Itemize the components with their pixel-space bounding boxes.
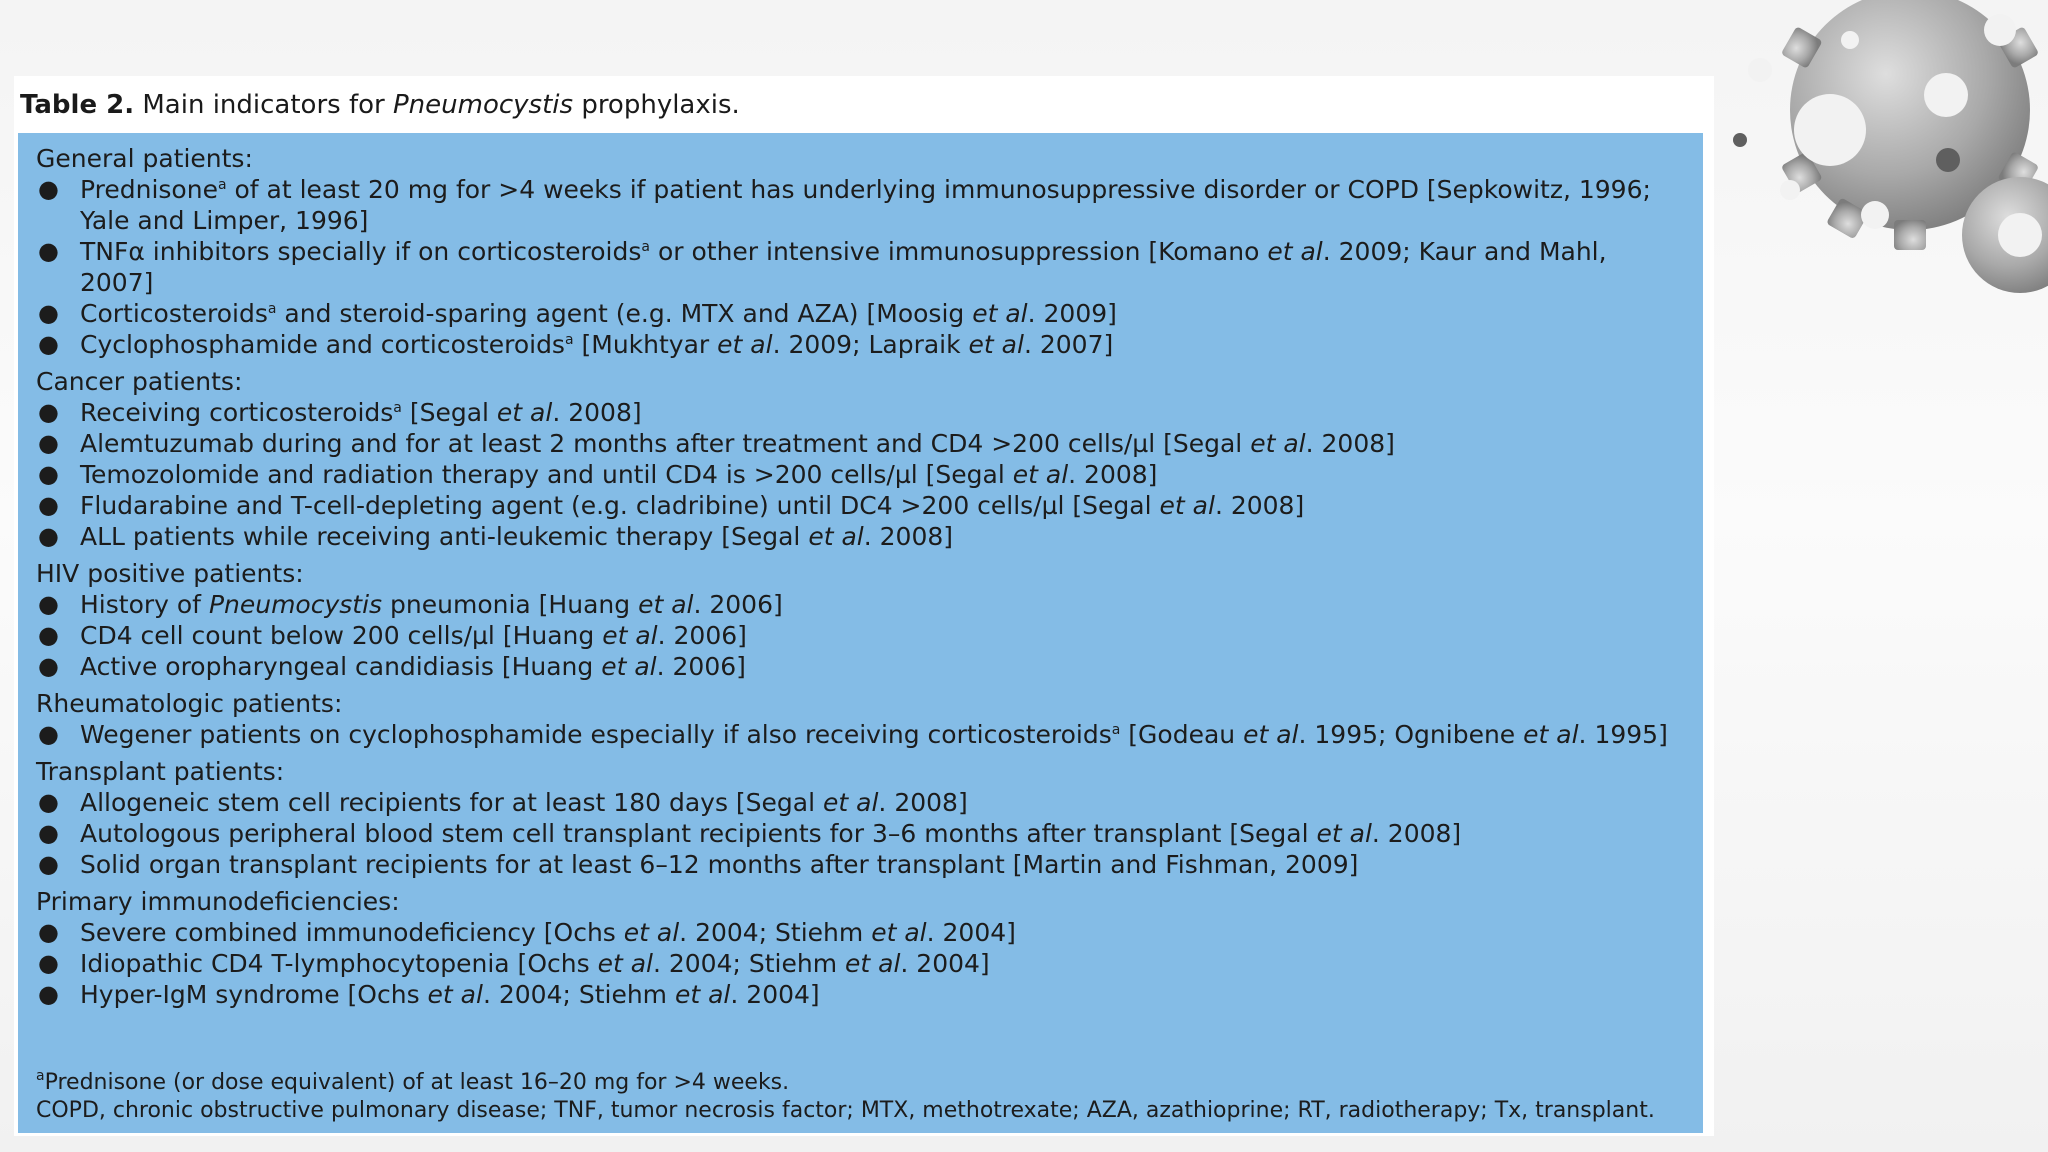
text-segment: Fludarabine and T-cell-depleting agent (e.g. cladribine) until DC4 >200 cells/µl [Segal [80, 491, 1160, 520]
italic-text: et al [845, 949, 901, 978]
bullet-icon: ● [38, 175, 59, 203]
text-segment: . 2009; Lapraik [772, 330, 969, 359]
footnote-marker: a [1111, 722, 1121, 738]
indicator-text [80, 850, 1358, 879]
text-segment: . 2004; Stiehm [679, 918, 872, 947]
text-segment: . 1995; Ognibene [1298, 720, 1524, 749]
indicator-section [36, 366, 1685, 552]
footnote-marker: a [641, 239, 650, 255]
text-segment: . 2009] [1027, 299, 1117, 328]
bullet-icon: ● [38, 330, 59, 358]
text-segment: Allogeneic stem cell recipients for at least 180 days [Segal [80, 788, 824, 817]
text-segment: . 2004] [900, 949, 990, 978]
bullet-icon: ● [38, 850, 59, 878]
italic-text: et al [1316, 819, 1372, 848]
gears-icon [1700, 0, 2048, 300]
italic-text: Pneumocystis [208, 590, 383, 619]
text-segment: Temozolomide and radiation therapy and until CD4 is >200 cells/µl [Segal [80, 460, 1013, 489]
italic-text: et al [972, 299, 1028, 328]
indicator-section [36, 688, 1685, 750]
indicator-text [80, 522, 953, 551]
indicator-list [36, 589, 1685, 682]
section-title: Primary immunodeficiencies: [36, 887, 400, 916]
indicator-text [80, 590, 783, 619]
indicator-item [36, 787, 1685, 818]
text-segment: . 2008] [552, 398, 642, 427]
text-segment: . 2007] [1023, 330, 1114, 359]
text-segment: . 1995] [1578, 720, 1668, 749]
indicator-text [80, 720, 1668, 749]
indicator-list [36, 917, 1685, 1010]
text-segment: . 2004; Stiehm [652, 949, 845, 978]
text-segment: TNFα inhibitors specially if on corticosteroids [80, 237, 642, 266]
indicator-sections [36, 143, 1685, 1010]
bullet-icon: ● [38, 299, 59, 327]
indicator-text [80, 819, 1461, 848]
text-segment: ALL patients while receiving anti-leukemic therapy [Segal [80, 522, 809, 551]
indicator-item [36, 298, 1685, 329]
italic-text: et al [1243, 720, 1299, 749]
italic-text: et al [1012, 460, 1069, 489]
bullet-icon: ● [38, 590, 59, 618]
indicator-item [36, 589, 1685, 620]
indicator-item [36, 174, 1685, 236]
italic-text: et al [674, 980, 731, 1009]
text-segment: pneumonia [Huang [382, 590, 639, 619]
italic-text: et al [623, 918, 680, 947]
indicator-text [80, 237, 1607, 297]
text-segment: . 2006] [656, 652, 746, 681]
table-caption [20, 85, 740, 125]
text-segment: of at least 20 mg for >4 weeks if patient has underlying immunosuppressive disorder or COPD [Sepkowitz, 1996; Yale and Limper, 1996] [80, 175, 1651, 235]
caption-text-end: prophylaxis. [581, 90, 740, 120]
italic-text: et al [602, 621, 658, 650]
indicator-section [36, 756, 1685, 880]
text-segment: Alemtuzumab during and for at least 2 months after treatment and CD4 >200 cells/µl [Segal [80, 429, 1251, 458]
indicator-list [36, 397, 1685, 552]
indicator-text [80, 429, 1395, 458]
indicator-text [80, 398, 642, 427]
bullet-icon: ● [38, 460, 59, 488]
bullet-icon: ● [38, 788, 59, 816]
caption-label: Table 2. [20, 90, 135, 120]
italic-text: et al [601, 652, 657, 681]
text-segment: CD4 cell count below 200 cells/µl [Huang [80, 621, 603, 650]
bullet-icon: ● [38, 980, 59, 1008]
text-segment: [Godeau [1120, 720, 1244, 749]
text-segment: Prednisone [80, 175, 218, 204]
italic-text: et al [871, 918, 927, 947]
bullet-icon: ● [38, 819, 59, 847]
indicator-list [36, 787, 1685, 880]
caption-text: Main indicators for [142, 90, 385, 120]
text-segment: Active oropharyngeal candidiasis [Huang [80, 652, 602, 681]
indicator-list [36, 719, 1685, 750]
footnote-prednisone [36, 1069, 1685, 1097]
footnote-abbreviations: COPD, chronic obstructive pulmonary disease; TNF, tumor necrosis factor; MTX, methotrexate; AZA, azathioprine; RT, radiotherapy; Tx, transplant. [36, 1098, 1655, 1123]
indicator-item [36, 948, 1685, 979]
italic-text: et al [1250, 429, 1306, 458]
text-segment: Severe combined immunodeficiency [Ochs [80, 918, 624, 947]
italic-text: et al [968, 330, 1024, 359]
text-segment: Cyclophosphamide and corticosteroids [80, 330, 565, 359]
bullet-icon: ● [38, 522, 59, 550]
text-segment: Hyper-IgM syndrome [Ochs [80, 980, 428, 1009]
text-segment: Solid organ transplant recipients for at least 6–12 months after transplant [Martin and Fishman, 2009] [80, 850, 1359, 879]
bullet-icon: ● [38, 491, 59, 519]
text-segment: . 2006] [657, 621, 747, 650]
text-segment: and steroid-sparing agent (e.g. MTX and AZA) [Moosig [276, 299, 973, 328]
italic-text: et al [597, 949, 653, 978]
section-title: HIV positive patients: [36, 559, 304, 588]
indicator-text [80, 918, 1016, 947]
italic-text: et al [1159, 491, 1215, 520]
italic-text: et al [1267, 237, 1323, 266]
text-segment: Autologous peripheral blood stem cell transplant recipients for 3–6 months after transplant [Segal [80, 819, 1317, 848]
footnote-marker: a [36, 1068, 45, 1084]
bullet-icon: ● [38, 398, 59, 426]
bullet-icon: ● [38, 652, 59, 680]
indicator-item [36, 428, 1685, 459]
bullet-icon: ● [38, 918, 59, 946]
text-segment: . 2008] [863, 522, 954, 551]
indicator-text [80, 949, 990, 978]
text-segment: or other intensive immunosuppression [Komano [650, 237, 1268, 266]
indicator-panel [18, 133, 1703, 1133]
footnote-marker: a [393, 400, 402, 416]
text-segment: [Segal [401, 398, 497, 427]
text-segment: Idiopathic CD4 T-lymphocytopenia [Ochs [80, 949, 598, 978]
indicator-text [80, 980, 820, 1009]
text-segment: Receiving corticosteroids [80, 398, 394, 427]
bullet-icon: ● [38, 720, 59, 748]
indicator-section [36, 886, 1685, 1010]
indicator-item [36, 521, 1685, 552]
text-segment: . 2008] [878, 788, 968, 817]
text-segment: . 2006] [693, 590, 783, 619]
text-segment: [Mukhtyar [573, 330, 718, 359]
indicator-item [36, 490, 1685, 521]
indicator-section [36, 143, 1685, 360]
indicator-item [36, 329, 1685, 360]
bullet-icon: ● [38, 949, 59, 977]
section-title: Rheumatologic patients: [36, 689, 343, 718]
text-segment: . 2009; Kaur and Mahl, 2007] [80, 237, 1607, 297]
text-segment: . 2008] [1068, 460, 1158, 489]
text-segment: . 2004] [730, 980, 820, 1009]
text-segment: . 2008] [1371, 819, 1462, 848]
indicator-text [80, 788, 968, 817]
bullet-icon: ● [38, 621, 59, 649]
text-segment: Corticosteroids [80, 299, 268, 328]
italic-text: et al [496, 398, 553, 427]
text-segment: Wegener patients on cyclophosphamide especially if also receiving corticosteroids [80, 720, 1112, 749]
section-title: Cancer patients: [36, 367, 243, 396]
text-segment: . 2004] [926, 918, 1016, 947]
footnote-text: Prednisone (or dose equivalent) of at least 16–20 mg for >4 weeks. [44, 1070, 790, 1095]
footnote-marker: a [564, 332, 574, 348]
footnote-marker: a [267, 301, 277, 317]
italic-text: et al [1523, 720, 1579, 749]
indicator-text [80, 330, 1113, 359]
section-title: General patients: [36, 144, 253, 173]
indicator-text [80, 491, 1304, 520]
indicator-text [80, 652, 746, 681]
section-title: Transplant patients: [36, 757, 285, 786]
indicator-item [36, 917, 1685, 948]
footnotes [36, 1069, 1685, 1125]
italic-text: et al [717, 330, 773, 359]
text-segment: History of [80, 590, 209, 619]
indicator-text [80, 175, 1651, 235]
indicator-section [36, 558, 1685, 682]
indicator-item [36, 719, 1685, 750]
text-segment: . 2008] [1305, 429, 1395, 458]
indicator-text [80, 299, 1117, 328]
indicator-item [36, 979, 1685, 1010]
bullet-icon: ● [38, 429, 59, 457]
text-segment: . 2004; Stiehm [482, 980, 675, 1009]
indicator-item [36, 651, 1685, 682]
indicator-item [36, 397, 1685, 428]
indicator-item [36, 236, 1685, 298]
indicator-list [36, 174, 1685, 360]
indicator-text [80, 460, 1157, 489]
italic-text: et al [808, 522, 864, 551]
text-segment: . 2008] [1214, 491, 1305, 520]
indicator-item [36, 459, 1685, 490]
indicator-text [80, 621, 747, 650]
indicator-item [36, 620, 1685, 651]
italic-text: et al [638, 590, 694, 619]
footnote-marker: a [217, 177, 227, 193]
caption-italic: Pneumocystis [392, 90, 574, 120]
indicator-item [36, 849, 1685, 880]
italic-text: et al [823, 788, 879, 817]
bullet-icon: ● [38, 237, 59, 265]
indicator-item [36, 818, 1685, 849]
italic-text: et al [427, 980, 483, 1009]
